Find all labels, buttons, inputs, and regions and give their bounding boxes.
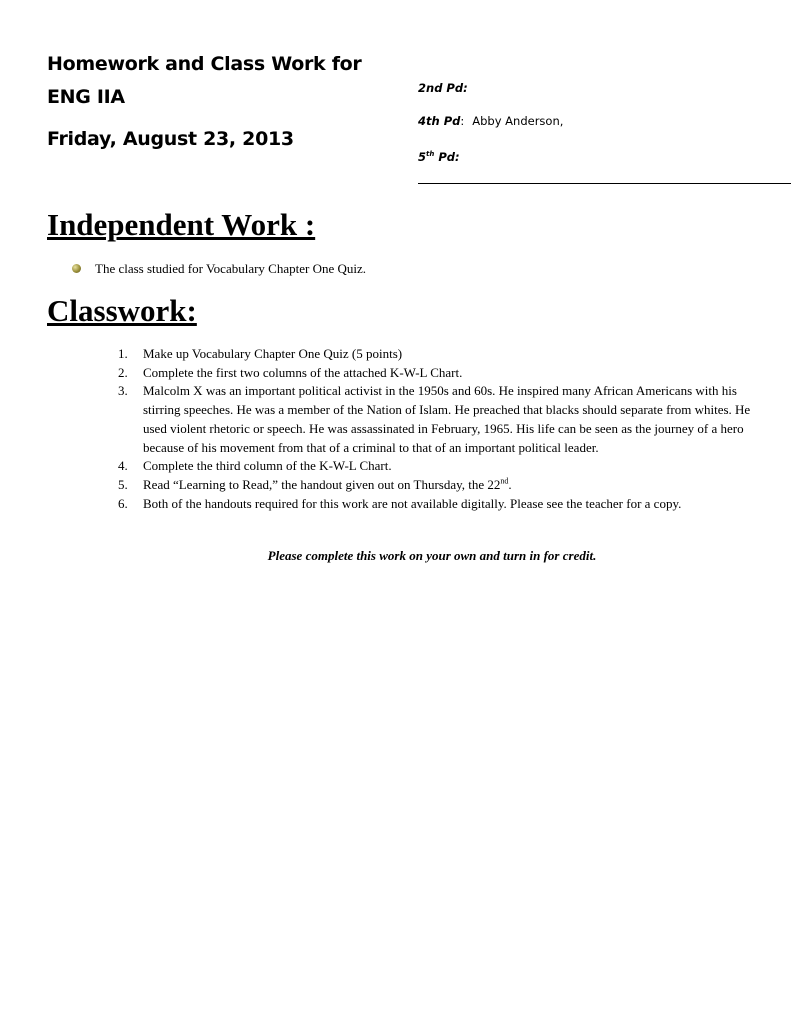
period-row-5th <box>418 144 563 177</box>
document-date: Friday, August 23, 2013 <box>47 128 294 150</box>
list-item <box>118 364 753 383</box>
item-text: Read “Learning to Read,” the handout given out on Thursday, the 22 <box>143 476 501 492</box>
period-label-text: 4th Pd <box>418 114 461 128</box>
bullet-icon <box>72 264 81 273</box>
period-row-2nd <box>418 78 563 111</box>
period-label-num: 5 <box>418 149 427 164</box>
item-text: Malcolm X was an important political activist in the 1950s and 60s. He inspired many African Americans with his stirring speeches. He was a member of the Nation of Islam. He preached that blacks should separate from whites. He used violent rhetoric or speech. He was assassinated in February, 1965. His life can be seen as the journey of a hero because of his movement from that of a criminal to that of an important political leader. <box>143 383 751 455</box>
independent-item-text: The class studied for Vocabulary Chapter One Quiz. <box>95 261 367 276</box>
item-text: Both of the handouts required for this work are not available digitally. Please see the teacher for a copy. <box>143 495 682 511</box>
period-value: Abby Anderson, <box>472 114 564 128</box>
period-row-4th <box>418 111 563 144</box>
item-text: Complete the first two columns of the attached K-W-L Chart. <box>143 364 463 380</box>
period-label-sup: th <box>426 150 435 158</box>
period-label <box>418 114 460 128</box>
item-number: 4. <box>118 458 128 474</box>
item-text-after: . <box>508 476 512 492</box>
period-label-suffix: : <box>460 114 465 128</box>
list-item <box>118 495 753 514</box>
title-line-1: Homework and Class Work for <box>47 53 362 75</box>
classwork-list <box>118 345 753 513</box>
item-number: 1. <box>118 346 128 361</box>
closing-note: Please complete this work on your own and turn in for credit. <box>267 548 597 563</box>
period-label <box>418 150 460 164</box>
document-title <box>47 48 361 114</box>
independent-list-item <box>70 260 366 278</box>
item-text: Make up Vocabulary Chapter One Quiz (5 points) <box>143 346 403 361</box>
item-number: 5. <box>118 476 128 492</box>
item-number: 6. <box>118 495 128 511</box>
classwork-heading: Classwork: <box>47 293 197 328</box>
independent-work-heading: Independent Work : <box>47 207 316 242</box>
signature-line <box>418 183 791 184</box>
list-item <box>118 457 753 476</box>
period-roster <box>418 78 563 177</box>
list-item <box>118 382 753 457</box>
item-superscript: nd <box>500 476 509 486</box>
period-label-rest: Pd: <box>434 149 460 164</box>
item-number: 3. <box>118 383 128 399</box>
item-number: 2. <box>118 364 128 380</box>
list-item <box>118 476 753 495</box>
period-label: 2nd Pd: <box>418 81 468 95</box>
item-text: Complete the third column of the K-W-L Chart. <box>143 458 392 474</box>
list-item <box>118 345 753 364</box>
title-line-2: ENG IIA <box>47 86 125 108</box>
